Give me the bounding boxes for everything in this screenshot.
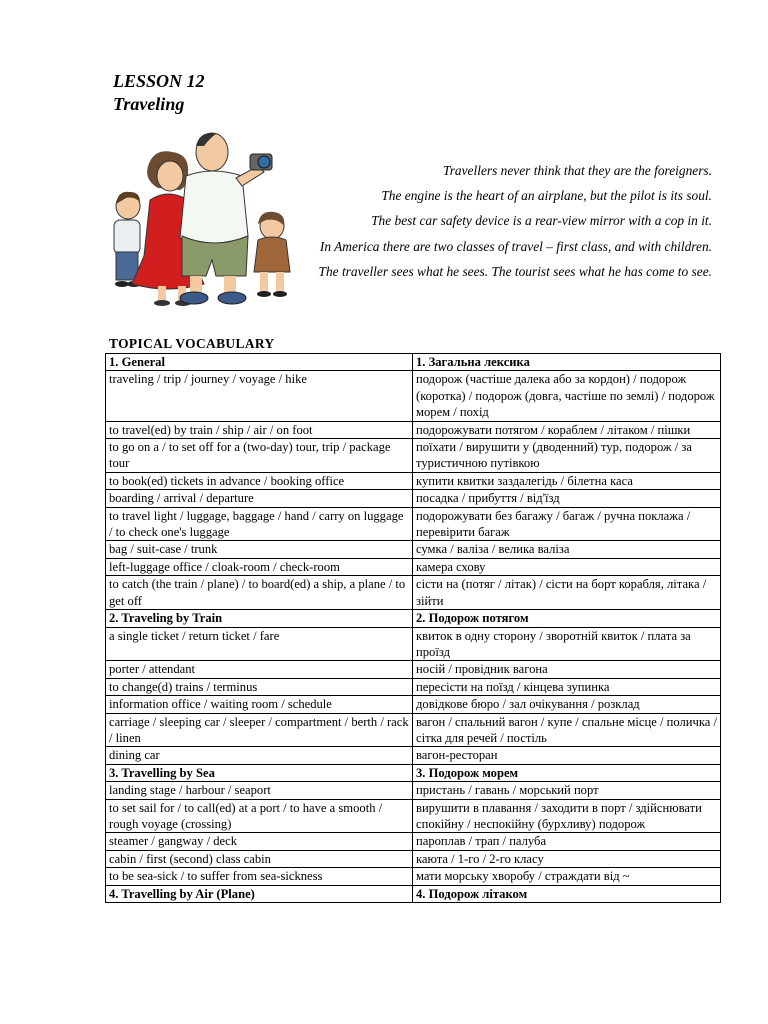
english-term: to catch (the train / plane) / to board(ed) a ship, a plane / to get off (106, 576, 413, 610)
english-term: 1. General (106, 354, 413, 371)
vocabulary-heading: TOPICAL VOCABULARY (109, 336, 275, 351)
english-term: 3. Travelling by Sea (106, 764, 413, 781)
english-term: to book(ed) tickets in advance / booking office (106, 472, 413, 489)
ukrainian-translation: камера схову (413, 558, 721, 575)
ukrainian-translation: подорожувати без багажу / багаж / ручна поклажа / перевірити багаж (413, 507, 721, 541)
english-term: left-luggage office / cloak-room / check-room (106, 558, 413, 575)
english-term: to travel(ed) by train / ship / air / on foot (106, 421, 413, 438)
quote: The engine is the heart of an airplane, but the pilot is its soul. (381, 188, 712, 204)
ukrainian-translation: пароплав / трап / палуба (413, 833, 721, 850)
english-term: 4. Travelling by Air (Plane) (106, 885, 413, 902)
section-header-row (106, 885, 721, 902)
section-header-row (106, 354, 721, 371)
english-term: information office / waiting room / schedule (106, 696, 413, 713)
ukrainian-translation: 3. Подорож морем (413, 764, 721, 781)
ukrainian-translation: квиток в одну сторону / зворотній квиток / плата за проїзд (413, 627, 721, 661)
ukrainian-translation: каюта / 1-го / 2-го класу (413, 850, 721, 867)
ukrainian-translation: подорож (частіше далека або за кордон) / подорож (коротка) / подорож (довга, частіше по землі) / подорож морем / похід (413, 371, 721, 421)
vocabulary-row (106, 868, 721, 885)
english-term: a single ticket / return ticket / fare (106, 627, 413, 661)
quote: Travellers never think that they are the foreigners. (443, 163, 712, 178)
vocabulary-row (106, 371, 721, 421)
english-term: to set sail for / to call(ed) at a port / to have a smooth / rough voyage (crossing) (106, 799, 413, 833)
lesson-subtitle: Traveling (113, 94, 185, 114)
quote: The best car safety device is a rear-view mirror with a cop in it. (371, 213, 712, 229)
vocabulary-row (106, 490, 721, 507)
english-term: boarding / arrival / departure (106, 490, 413, 507)
ukrainian-translation: сісти на (потяг / літак) / сісти на борт корабля, літака / зійти (413, 576, 721, 610)
vocabulary-row (106, 696, 721, 713)
vocabulary-row (106, 782, 721, 799)
vocabulary-table (105, 353, 721, 903)
ukrainian-translation: довідкове бюро / зал очікування / розклад (413, 696, 721, 713)
english-term: 2. Traveling by Train (106, 610, 413, 627)
vocabulary-row (106, 627, 721, 661)
english-term: to go on a / to set off for a (two-day) tour, trip / package tour (106, 439, 413, 473)
vocabulary-row (106, 833, 721, 850)
english-term: cabin / first (second) class cabin (106, 850, 413, 867)
vocabulary-row (106, 439, 721, 473)
ukrainian-translation: купити квитки заздалегідь / білетна каса (413, 472, 721, 489)
ukrainian-translation: пересісти на поїзд / кінцева зупинка (413, 678, 721, 695)
vocabulary-row (106, 558, 721, 575)
ukrainian-translation: вагон-ресторан (413, 747, 721, 764)
vocabulary-row (106, 678, 721, 695)
vocabulary-row (106, 661, 721, 678)
vocabulary-row (106, 421, 721, 438)
ukrainian-translation: носій / провідник вагона (413, 661, 721, 678)
ukrainian-translation: поїхати / вирушити у (дводенний) тур, подорож / за туристичною путівкою (413, 439, 721, 473)
english-term: traveling / trip / journey / voyage / hike (106, 371, 413, 421)
vocabulary-row (106, 541, 721, 558)
english-term: dining car (106, 747, 413, 764)
ukrainian-translation: посадка / прибуття / від'їзд (413, 490, 721, 507)
vocabulary-row (106, 747, 721, 764)
ukrainian-translation: мати морську хворобу / страждати від ~ (413, 868, 721, 885)
quote: The traveller sees what he sees. The tourist sees what he has come to see. (318, 263, 712, 279)
ukrainian-translation: 1. Загальна лексика (413, 354, 721, 371)
vocabulary-row (106, 472, 721, 489)
travel-quotes (310, 158, 712, 284)
english-term: bag / suit-case / trunk (106, 541, 413, 558)
ukrainian-translation: 2. Подорож потягом (413, 610, 721, 627)
english-term: landing stage / harbour / seaport (106, 782, 413, 799)
english-term: to be sea-sick / to suffer from sea-sickness (106, 868, 413, 885)
ukrainian-translation: вагон / спальний вагон / купе / спальне місце / поличка / сітка для речей / постіль (413, 713, 721, 747)
vocabulary-row (106, 799, 721, 833)
english-term: to travel light / luggage, baggage / hand / carry on luggage / to check one's luggage (106, 507, 413, 541)
ukrainian-translation: вирушити в плавання / заходити в порт / здійснювати спокійну / неспокійну (бурхливу) подорож (413, 799, 721, 833)
ukrainian-translation: сумка / валіза / велика валіза (413, 541, 721, 558)
english-term: porter / attendant (106, 661, 413, 678)
vocabulary-row (106, 713, 721, 747)
english-term: carriage / sleeping car / sleeper / compartment / berth / rack / linen (106, 713, 413, 747)
vocabulary-row (106, 507, 721, 541)
ukrainian-translation: 4. Подорож літаком (413, 885, 721, 902)
english-term: steamer / gangway / deck (106, 833, 413, 850)
girl-figure (254, 212, 290, 297)
section-header-row (106, 610, 721, 627)
lesson-title: LESSON 12 (113, 71, 205, 91)
father-figure (180, 133, 272, 304)
family-tourists-illustration (108, 126, 308, 312)
vocabulary-row (106, 850, 721, 867)
ukrainian-translation: подорожувати потягом / кораблем / літаком / пішки (413, 421, 721, 438)
english-term: to change(d) trains / terminus (106, 678, 413, 695)
vocabulary-row (106, 576, 721, 610)
section-header-row (106, 764, 721, 781)
quote: In America there are two classes of travel – first class, and with children. (319, 238, 712, 254)
ukrainian-translation: пристань / гавань / морський порт (413, 782, 721, 799)
